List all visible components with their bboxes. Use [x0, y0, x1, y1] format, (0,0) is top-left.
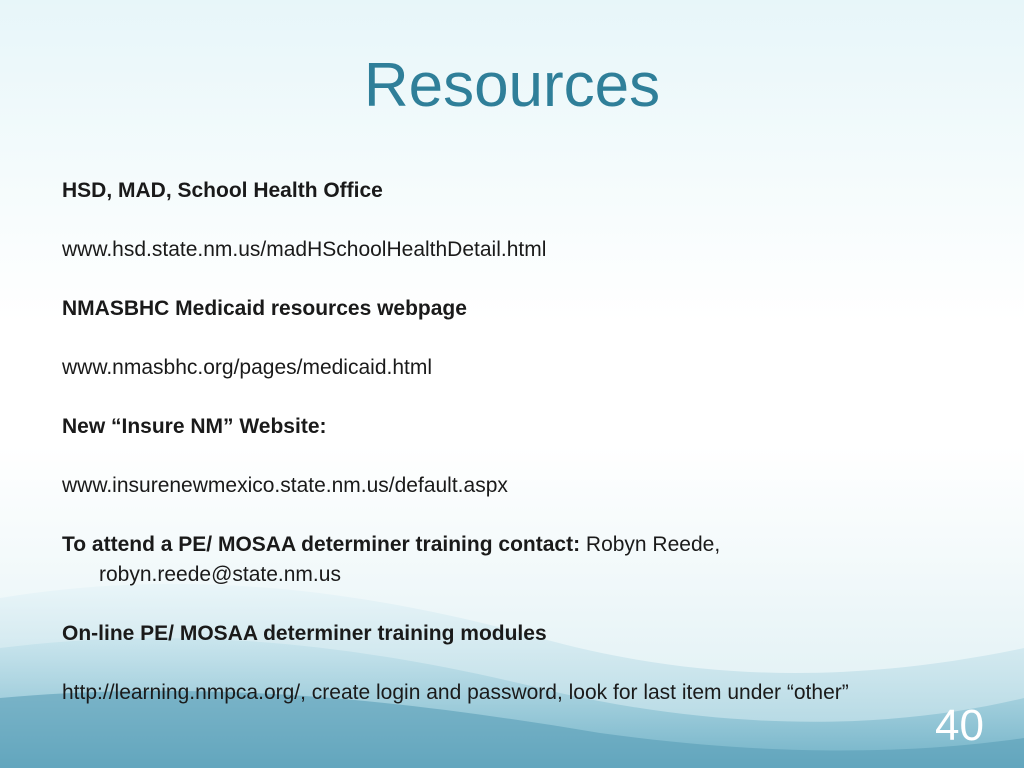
training-contact-label: To attend a PE/ MOSAA determiner training contact:: [62, 533, 581, 556]
slide-title: Resources: [363, 51, 661, 120]
slide-number: 40: [935, 701, 984, 750]
resource-link-insure-nm[interactable]: www.insurenewmexico.state.nm.us/default.aspx: [62, 474, 508, 497]
resource-heading-insure-nm: New “Insure NM” Website:: [62, 415, 327, 438]
resource-link-hsd[interactable]: www.hsd.state.nm.us/madHSchoolHealthDetail.html: [62, 238, 547, 261]
resource-list: [62, 176, 962, 737]
resource-link-online-modules[interactable]: http://learning.nmpca.org/, create login and password, look for last item under “other”: [62, 681, 849, 704]
training-contact-detail: Robyn Reede, robyn.reede@state.nm.us: [99, 533, 721, 586]
resource-heading-nmasbhc: NMASBHC Medicaid resources webpage: [62, 297, 467, 320]
resource-link-nmasbhc[interactable]: www.nmasbhc.org/pages/medicaid.html: [62, 356, 433, 379]
resource-training-contact: [62, 530, 962, 590]
resource-heading-hsd: HSD, MAD, School Health Office: [62, 179, 383, 202]
resource-heading-online-modules: On-line PE/ MOSAA determiner training modules: [62, 622, 547, 645]
